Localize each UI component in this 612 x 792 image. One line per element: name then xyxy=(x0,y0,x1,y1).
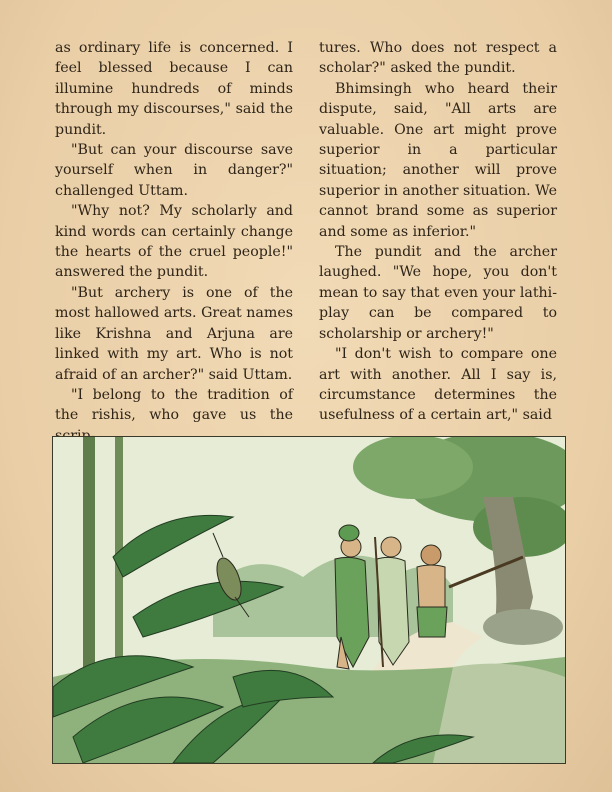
paragraph: as ordinary life is concerned. I feel blessed because I can illumine hundreds of minds through my discourses," said the pundit. xyxy=(55,40,293,138)
illustration-drawing xyxy=(53,437,565,763)
paragraph: "I don't wish to compare one art with another. All I say is, circumstance determines the usefulness of a certain art," said xyxy=(319,346,557,424)
paragraph: Bhimsingh who heard their dispute, said, "All arts are valuable. One art might prove superior in a particular situation; another will prove superior in another situation. We cannot brand some as superior and some as inferior." xyxy=(319,80,557,240)
paragraph: "But can your discourse save yourself when in danger?" challenged Uttam. xyxy=(55,142,293,199)
forest-path-illustration xyxy=(52,436,566,764)
text-column-right xyxy=(319,38,557,426)
paragraph: The pundit and the archer laughed. "We hope, you don't mean to say that even your lathi-play can be compared to scholarship or archery!" xyxy=(319,244,557,342)
paragraph: tures. Who does not respect a scholar?" asked the pundit. xyxy=(319,40,557,77)
paragraph: "I belong to the tradition of the rishis, who gave us the xyxy=(55,386,293,424)
paragraph: "Why not? My scholarly and kind words can certainly change the hearts of the cruel people!" answered the pundit. xyxy=(55,203,293,281)
paragraph: "But archery is one of the most hallowed arts. Great names like Krishna and Arjuna are linked with my art. Who is not afraid of an archer?" said Uttam. xyxy=(55,284,293,383)
text-column-left xyxy=(55,38,293,446)
